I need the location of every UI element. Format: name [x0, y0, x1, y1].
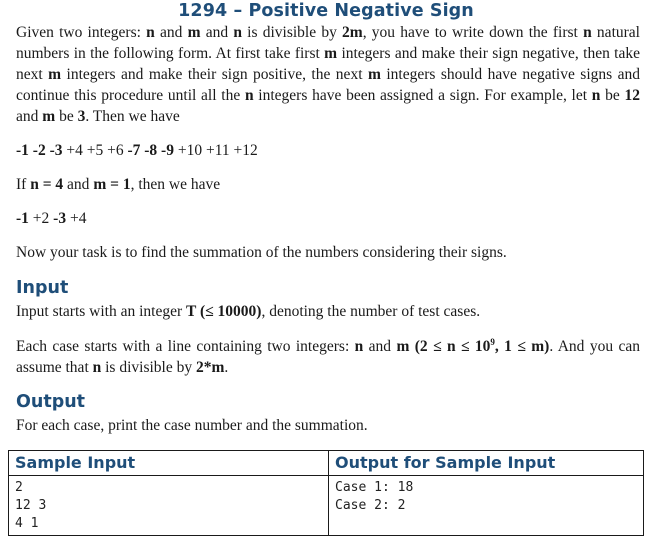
input-heading: Input — [16, 278, 69, 298]
sample-table — [8, 450, 644, 536]
input-description-1: Input starts with an integer T (≤ 10000), denoting the number of test cases. — [16, 303, 481, 320]
output-description: For each case, print the case number and the summation. — [16, 417, 368, 434]
problem-statement: Given two integers: n and m and n is divisible by 2m, you have to write down the first n natural numbers in the following form. At first take first m integers and make their sign negative, then take next m integers and make their sign positive, the next m integers should have negative signs and continue this procedure until all the n integers have been assigned a sign. For example, let n be 12 and m be 3. Then we have — [16, 24, 640, 125]
sample-input-cell — [9, 476, 329, 536]
sample-output-cell — [329, 476, 644, 536]
sample-input-line: 12 3 — [15, 498, 47, 513]
sample-input-line: 4 1 — [15, 516, 39, 531]
sample-output-line: Case 1: 18 — [335, 480, 414, 495]
sample-input-header: Sample Input — [9, 451, 329, 476]
problem-title: 1294 – Positive Negative Sign — [178, 1, 474, 21]
example-2-intro: If n = 4 and m = 1, then we have — [16, 176, 221, 193]
output-heading: Output — [16, 392, 86, 412]
task-statement: Now your task is to find the summation of the numbers considering their signs. — [16, 244, 507, 261]
sample-input-line: 2 — [15, 480, 23, 495]
example-sequence-2: -1 +2 -3 +4 — [16, 210, 87, 227]
sample-output-header: Output for Sample Input — [329, 451, 644, 476]
example-sequence-1: -1 -2 -3 +4 +5 +6 -7 -8 -9 +10 +11 +12 — [16, 142, 258, 159]
input-description-2: Each case starts with a line containing two integers: n and m ($2 \le n \le 10^9$, 1 ≤ m). And you can assume that n is divisible by 2*m. — [16, 336, 640, 376]
sample-output-line: Case 2: 2 — [335, 498, 406, 513]
